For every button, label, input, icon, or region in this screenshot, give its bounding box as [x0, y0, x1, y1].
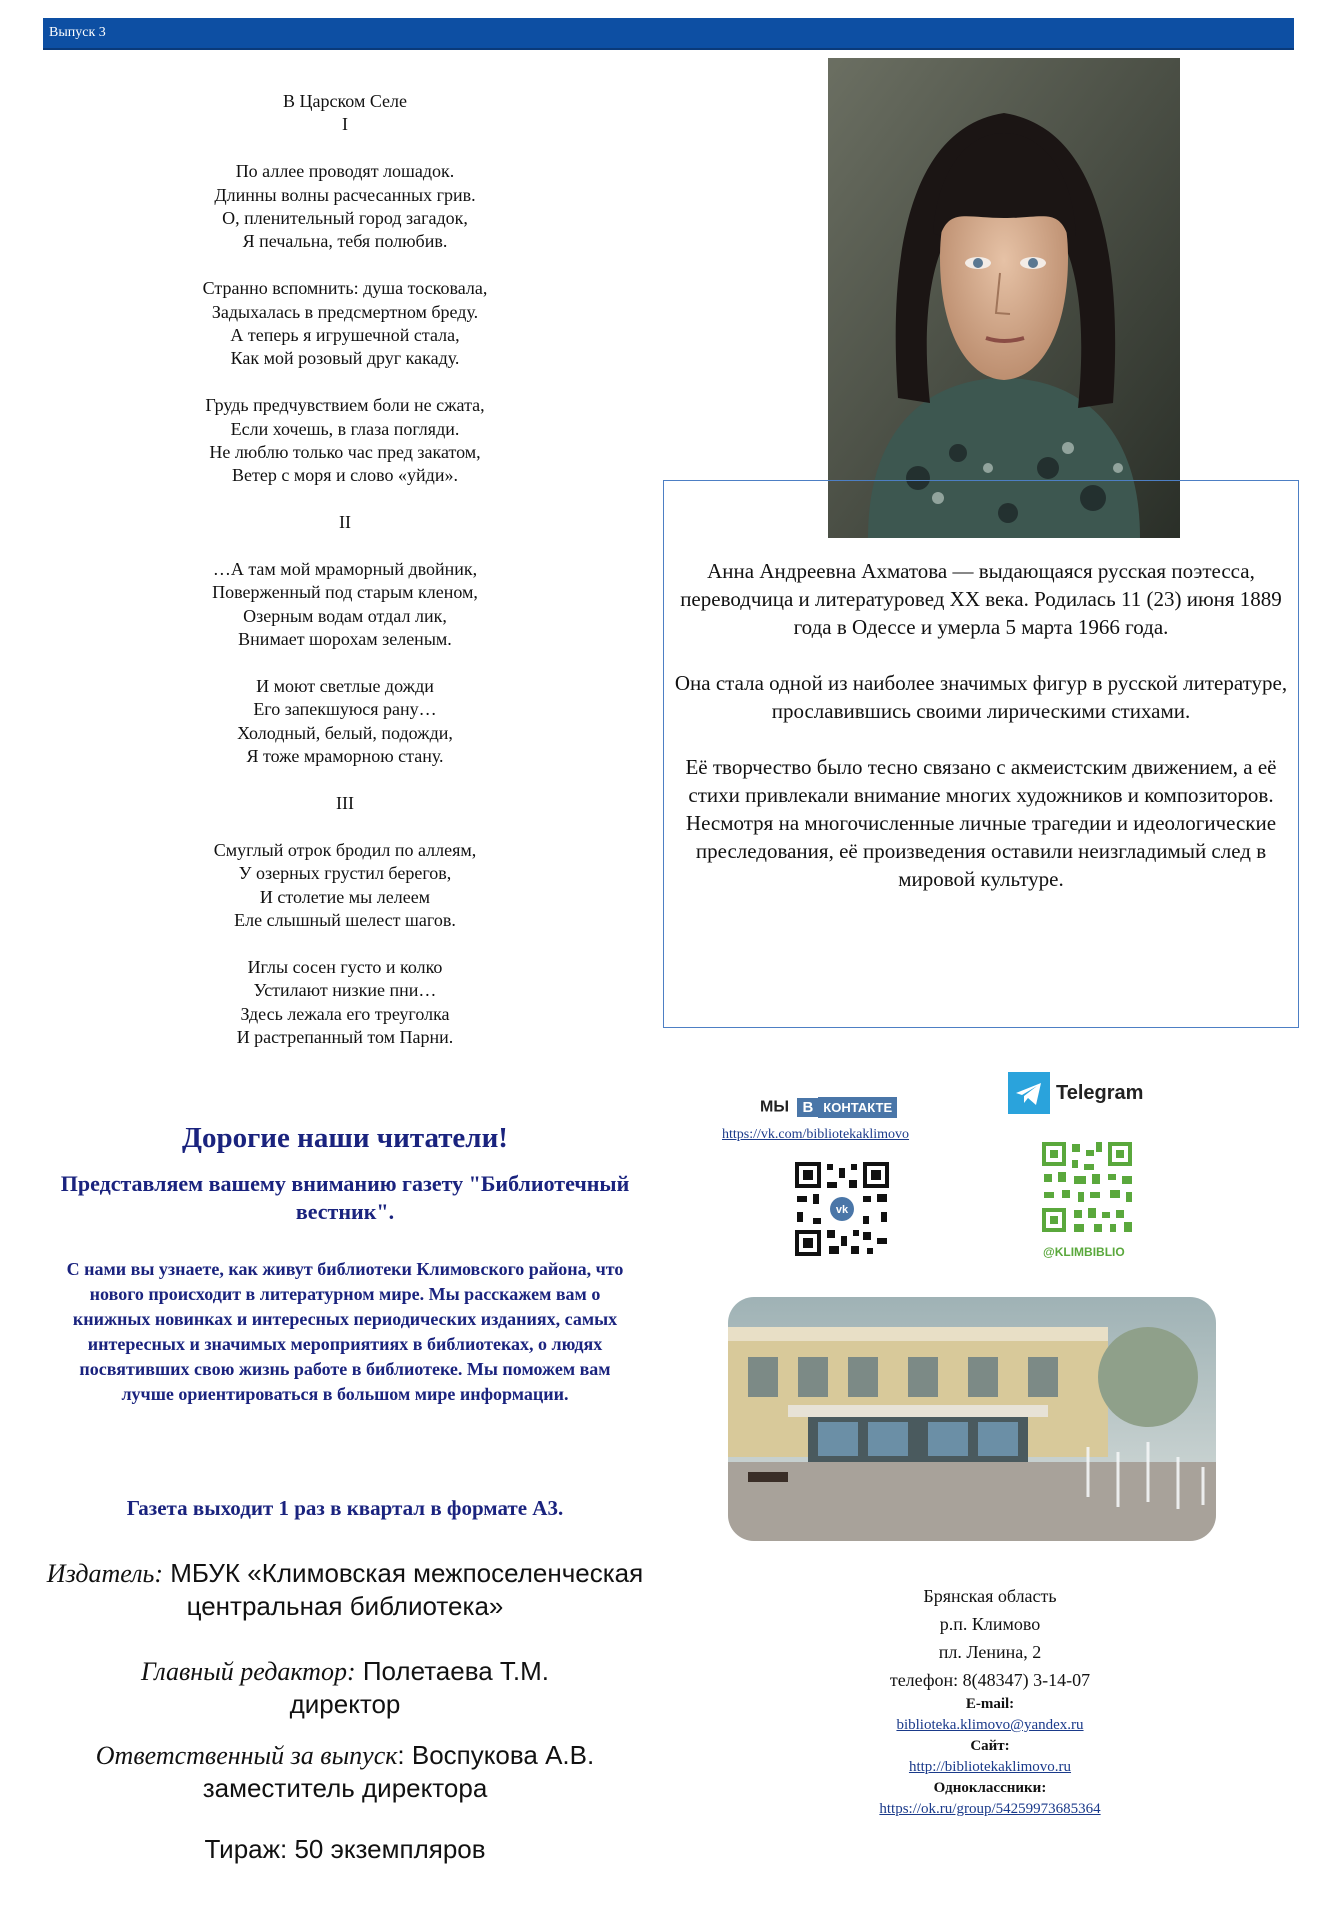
poem-line — [95, 815, 595, 838]
vk-qr-code[interactable] — [793, 1160, 891, 1258]
telegram-qr-code[interactable] — [1040, 1140, 1134, 1234]
poem-line: У озерных грустил берегов, — [238, 863, 452, 884]
poem-line: Еле слышный шелест шагов. — [234, 910, 456, 931]
bio-paragraph: Она стала одной из наиболее значимых фигур в русской литературе, прославившись своими лирическими стихами. — [674, 671, 1288, 723]
poem-line: И столетие мы лелеем — [259, 886, 431, 907]
editor-label: Главный редактор: — [140, 1657, 356, 1686]
responsible-credit — [30, 1739, 660, 1804]
poem-line: Устилают низкие пни… — [253, 980, 437, 1001]
responsible-value: : Воспукова А.В. — [397, 1740, 595, 1770]
poem-line — [95, 254, 595, 277]
poem-line: О, пленительный город загадок, — [222, 208, 468, 229]
poem-line: И растрепанный том Парни. — [236, 1027, 454, 1048]
readers-title: Дорогие наши читатели! — [182, 1122, 508, 1154]
poem-line: Если хочешь, в глаза погляди. — [230, 418, 460, 439]
publication-frequency: Газета выходит 1 раз в квартал в формате А3. — [126, 1496, 564, 1520]
poem-line — [95, 488, 595, 511]
poem-line: Я печальна, тебя полюбив. — [242, 231, 448, 252]
poem-line — [95, 535, 595, 558]
contact-town: р.п. Климово — [939, 1614, 1041, 1634]
poem-line — [95, 933, 595, 956]
responsible-role: заместитель директора — [202, 1773, 488, 1803]
bio-paragraph: Её творчество было тесно связано с акмеистским движением, а её стихи привлекали внимание многих художников и композиторов. Несмотря на многочисленные личные трагедии и идеологические преследования, её произведения оставили неизгладимый след в мировой культуре. — [685, 755, 1277, 891]
publisher-value: МБУК «Климовская межпоселенческая центральная библиотека» — [170, 1558, 644, 1621]
poem-line: Иглы сосен густо и колко — [247, 956, 443, 977]
site-link[interactable]: http://bibliotekaklimovo.ru — [908, 1759, 1072, 1775]
poem-line: Задыхалась в предсмертном бреду. — [211, 301, 479, 322]
contact-region: Брянская область — [923, 1586, 1057, 1606]
poem-line: II — [339, 512, 351, 533]
poem-line: Поверженный под старым кленом, — [212, 582, 478, 603]
editor-value: Полетаева Т.М. — [362, 1656, 550, 1686]
contacts-block — [820, 1582, 1160, 1820]
contact-address: пл. Ленина, 2 — [938, 1642, 1042, 1662]
library-building-photo — [728, 1297, 1216, 1541]
svg-text:vk: vk — [835, 1204, 849, 1216]
email-label: E-mail: — [965, 1696, 1015, 1712]
poem-line: Озерным водам отдал лик, — [243, 605, 447, 626]
site-label: Сайт: — [970, 1738, 1010, 1754]
poem-line: Длинны волны расчесанных грив. — [214, 184, 476, 205]
poem-line: Странно вспомнить: душа тосковала, — [202, 278, 488, 299]
ok-label: Одноклассники: — [933, 1780, 1047, 1796]
poem — [95, 90, 595, 1050]
poem-line: Не люблю только час пред закатом, — [209, 442, 481, 463]
editor-credit — [30, 1655, 660, 1720]
poem-line: По аллее проводят лошадок. — [235, 161, 455, 182]
poem-line: Его запекшуюся рану… — [253, 699, 437, 720]
vk-b-icon: В — [797, 1098, 818, 1117]
publisher-credit — [30, 1557, 660, 1622]
poem-line: В Царском Селе — [282, 91, 408, 111]
readers-subtitle: Представляем вашему вниманию газету "Библиотечный вестник". — [60, 1171, 630, 1224]
poem-line: Грудь предчувствием боли не сжата, — [205, 395, 485, 416]
vk-link[interactable]: https://vk.com/bibliotekaklimovo — [722, 1127, 910, 1142]
vk-logo-prefix: МЫ — [760, 1098, 789, 1116]
telegram-handle: @KLIMBIBLIO — [1043, 1245, 1125, 1259]
editor-role: директор — [289, 1689, 401, 1719]
telegram-label: Telegram — [1056, 1081, 1144, 1104]
poem-line: Внимает шорохам зеленым. — [238, 629, 452, 650]
responsible-label: Ответственный за выпуск — [95, 1741, 398, 1770]
issue-header-bar — [43, 18, 1294, 50]
poem-line: Смуглый отрок бродил по аллеям, — [213, 839, 477, 860]
poem-line — [95, 371, 595, 394]
poem-line: И моют светлые дожди — [256, 676, 434, 697]
bio-text — [670, 557, 1292, 921]
portrait-photo — [828, 58, 1180, 538]
bio-paragraph: Анна Андреевна Ахматова — выдающаяся русская поэтесса, переводчица и литературовед XX века. Родилась 11 (23) июня 1889 года в Одессе и умерла 5 марта 1966 года. — [680, 559, 1282, 639]
vk-logo-word: КОНТАКТЕ — [818, 1097, 897, 1118]
poem-line — [95, 137, 595, 160]
poem-line: Холодный, белый, подожди, — [237, 722, 453, 743]
circulation: Тираж: 50 экземпляров — [204, 1834, 486, 1864]
publisher-label: Издатель: — [46, 1559, 164, 1588]
poem-line: Как мой розовый друг какаду. — [230, 348, 460, 369]
readers-body: С нами вы узнаете, как живут библиотеки Климовского района, что нового происходит в литературном мире. Мы расскажем вам о книжных новинках и интересных периодических изданиях, самых интересных и значимых мероприятиях в библиотеках, о людях посвятивших свою жизнь работе в библиотеке. Мы поможем вам лучше ориентироваться в большом мире информации. — [66, 1259, 624, 1404]
email-link[interactable]: biblioteka.klimovo@yandex.ru — [896, 1717, 1084, 1733]
poem-line: Ветер с моря и слово «уйди». — [232, 465, 458, 486]
poem-line: А теперь я игрушечной стала, — [230, 325, 460, 346]
poem-line: …А там мой мраморный двойник, — [212, 559, 478, 580]
telegram-logo — [1008, 1072, 1143, 1114]
poem-line — [95, 652, 595, 675]
issue-label: Выпуск 3 — [49, 25, 106, 40]
telegram-plane-icon — [1008, 1072, 1050, 1114]
contact-phone: телефон: 8(48347) 3-14-07 — [889, 1670, 1091, 1690]
ok-link[interactable]: https://ok.ru/group/54259973685364 — [879, 1801, 1101, 1817]
vk-logo — [760, 1097, 897, 1118]
poem-line — [95, 769, 595, 792]
poem-line: Я тоже мраморною стану. — [246, 746, 444, 767]
poem-line: Здесь лежала его треуголка — [240, 1003, 450, 1024]
poem-line: I — [342, 114, 348, 135]
poem-line: III — [336, 793, 354, 814]
